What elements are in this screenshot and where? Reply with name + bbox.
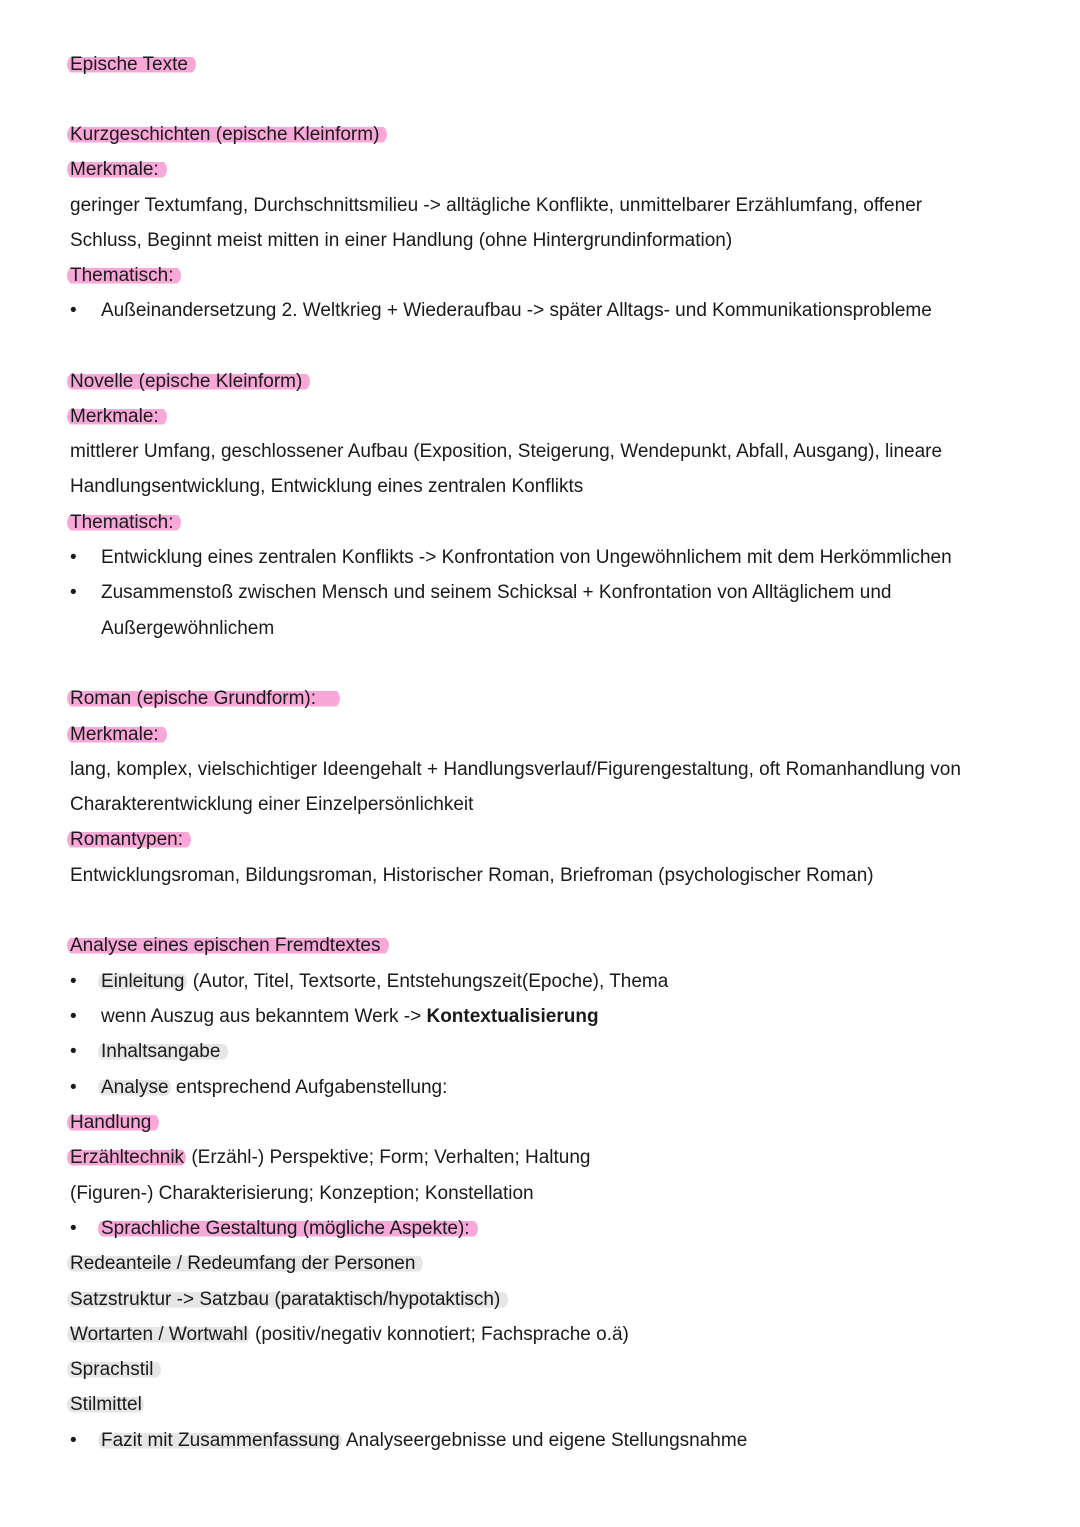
bullet-icon: • (70, 547, 77, 568)
document-page: Epische Texte Kurzgeschichten (epische Kleinform) Merkmale: geringer Textumfang, Durchschnittsmilieu -> alltägliche Konflikte, unmittelbarer Erzählumfang, offener Schluss, Beginnt meist mitten in einer Handlung (ohne Hintergrundinformation) Thematisch: • Außeinandersetzung 2. Weltkrieg + Wiederaufbau -> später Alltags- und Kommunikationsprobleme Novelle (epische Kleinform) Merkmale: mittlerer Umfang, geschlossener Aufbau (Exposition, Steigerung, Wendepunkt, Abfall, Ausgang), lineare Handlungsentwicklung, Entwicklung eines zentralen Konflikts Thematisch: • Entwicklung eines zentralen Konflikts -> Konfrontation von Ungewöhnlichem mit dem Herkömmlichen • Zusammenstoß zwischen Mensch und seinem Schicksal + Konfrontation von Alltäglichem und Außergewöhnlichem Roman (epische Grundform): Merkmale: lang, komplex, vielschichtiger Ideengehalt + Handlungsverlauf/Figurengestaltung, oft Romanhandlung von Charakterentwicklung einer Einzelpersönlichkeit Romantypen: Entwicklungsroman, Bildungsroman, Historischer Roman, Briefroman (psychologischer Roman) Analyse eines epischen Fremdtextes • Einleitung (Autor, Titel, Textsorte, Entstehungszeit(Epoche), Thema • wenn Auszug aus bekanntem Werk -> Kontextualisierung • Inhaltsangabe • Analyse entsprechend Aufgabenstellung: Handlung Erzähltechnik (Erzähl-) Perspektive; Form; Verhalten; Haltung (Figuren-) Charakterisierung; Konzeption; Konstellation • Sprachliche Gestaltung (mögliche Aspekte): Redeanteile / Redeumfang der Personen Satzstruktur -> Satzbau (parataktisch/hypotaktisch) Wortarten / Wortwahl (positiv/negativ konnotiert; Fachsprache o.ä) Sprachstil Stilmittel • Fazit mit Zusammenfassung Analyseergebnisse und eigene Stellungsnahme (0, 0, 1080, 1527)
bullet-icon: • (70, 1218, 77, 1239)
analyse-stilmittel: Stilmittel (70, 1387, 144, 1422)
novelle-thematisch-label: Thematisch: (70, 505, 181, 540)
roman-romantypen-text: Entwicklungsroman, Bildungsroman, Historischer Roman, Briefroman (psychologischer Roman) (70, 865, 874, 886)
analyse-erzaehltechnik: Erzähltechnik (Erzähl-) Perspektive; Form; Verhalten; Haltung (70, 1140, 591, 1175)
kurzgeschichte-heading: Kurzgeschichten (epische Kleinform) (70, 117, 387, 152)
kurzgeschichte-merkmale-text: geringer Textumfang, Durchschnittsmilieu -> alltägliche Konflikte, unmittelbarer Erzählumfang, offener (70, 195, 923, 216)
bullet-icon: • (70, 582, 77, 603)
roman-merkmale-label: Merkmale: (70, 717, 167, 752)
analyse-satzstruktur: Satzstruktur -> Satzbau (parataktisch/hypotaktisch) (70, 1282, 508, 1317)
roman-merkmale-text: Charakterentwicklung einer Einzelpersönlichkeit (70, 794, 474, 815)
analyse-figuren: (Figuren-) Charakterisierung; Konzeption; Konstellation (70, 1183, 534, 1204)
bullet-icon: • (70, 1041, 77, 1062)
kurzgeschichte-thematisch-label: Thematisch: (70, 258, 181, 293)
bullet-icon: • (70, 1006, 77, 1027)
analyse-handlung: Handlung (70, 1105, 159, 1140)
novelle-merkmale-text: mittlerer Umfang, geschlossener Aufbau (Exposition, Steigerung, Wendepunkt, Abfall, Ausgang), lineare (70, 441, 943, 462)
roman-merkmale-text: lang, komplex, vielschichtiger Ideengehalt + Handlungsverlauf/Figurengestaltung, oft Romanhandlung von (70, 759, 961, 780)
analyse-sprachstil: Sprachstil (70, 1352, 161, 1387)
analyse-wortarten: Wortarten / Wortwahl (positiv/negativ konnotiert; Fachsprache o.ä) (70, 1317, 629, 1352)
bullet-icon: • (70, 1430, 77, 1451)
document-title: Epische Texte (70, 47, 196, 82)
analyse-heading: Analyse eines epischen Fremdtextes (70, 928, 389, 963)
bullet-icon: • (70, 300, 77, 321)
kurzgeschichte-merkmale-label: Merkmale: (70, 152, 167, 187)
kurzgeschichte-merkmale-text: Schluss, Beginnt meist mitten in einer Handlung (ohne Hintergrundinformation) (70, 230, 733, 251)
analyse-redeanteile: Redeanteile / Redeumfang der Personen (70, 1246, 423, 1281)
novelle-heading: Novelle (epische Kleinform) (70, 364, 310, 399)
bullet-icon: • (70, 1077, 77, 1098)
roman-romantypen-label: Romantypen: (70, 822, 191, 857)
novelle-merkmale-label: Merkmale: (70, 399, 167, 434)
bullet-icon: • (70, 971, 77, 992)
roman-heading: Roman (epische Grundform): (70, 681, 340, 716)
novelle-merkmale-text: Handlungsentwicklung, Entwicklung eines zentralen Konflikts (70, 476, 584, 497)
